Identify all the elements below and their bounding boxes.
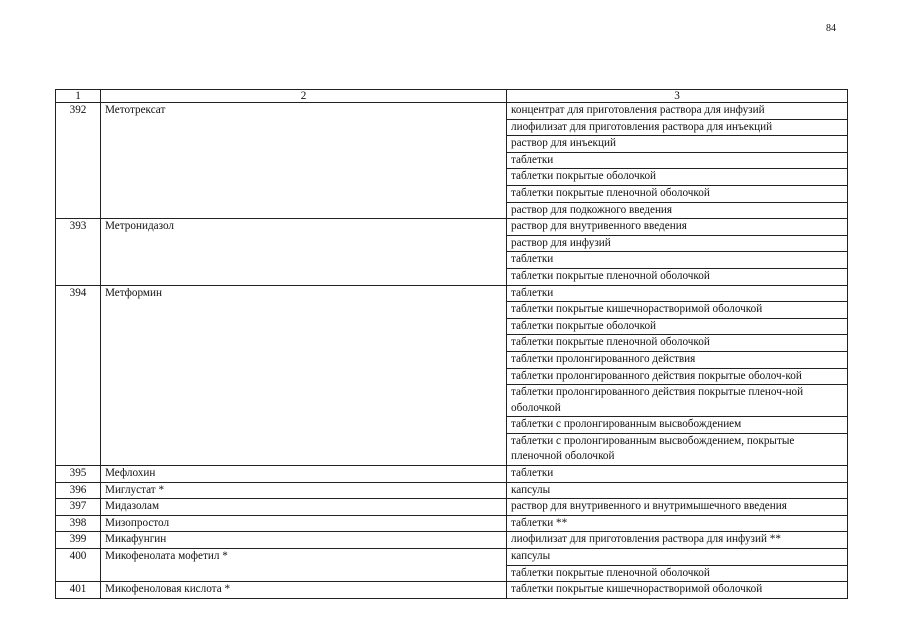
column-header-1: 1 xyxy=(56,90,101,103)
page-number: 84 xyxy=(826,23,836,34)
table-row xyxy=(56,103,848,120)
row-number: 393 xyxy=(56,219,101,285)
table-header xyxy=(56,90,848,103)
drug-name: Микафунгин xyxy=(101,532,507,549)
drug-forms-table xyxy=(55,89,848,599)
column-header-3: 3 xyxy=(507,90,848,103)
row-number: 400 xyxy=(56,549,101,582)
drug-name: Микофеноловая кислота * xyxy=(101,582,507,599)
dosage-form: таблетки ** xyxy=(507,515,848,532)
dosage-form: таблетки xyxy=(507,152,848,169)
dosage-form: таблетки с пролонгированным высвобождением xyxy=(507,417,848,434)
drug-name: Мизопростол xyxy=(101,515,507,532)
dosage-form: таблетки покрытые кишечнорастворимой оболочкой xyxy=(507,582,848,599)
dosage-form: таблетки покрытые пленочной оболочкой xyxy=(507,185,848,202)
dosage-form: таблетки xyxy=(507,285,848,302)
header-row xyxy=(56,90,848,103)
dosage-form: раствор для инъекций xyxy=(507,136,848,153)
table-row xyxy=(56,219,848,236)
dosage-form: капсулы xyxy=(507,482,848,499)
drug-name: Миглустат * xyxy=(101,482,507,499)
dosage-form: капсулы xyxy=(507,549,848,566)
dosage-form: таблетки покрытые пленочной оболочкой xyxy=(507,335,848,352)
dosage-form: таблетки покрытые кишечнорастворимой оболочкой xyxy=(507,302,848,319)
dosage-form: таблетки покрытые оболочкой xyxy=(507,318,848,335)
drug-name: Метформин xyxy=(101,285,507,466)
dosage-form: таблетки пролонгированного действия покрытые оболоч-кой xyxy=(507,368,848,385)
dosage-form: лиофилизат для приготовления раствора для инъекций xyxy=(507,119,848,136)
drug-name: Метронидазол xyxy=(101,219,507,285)
dosage-form: лиофилизат для приготовления раствора для инфузий ** xyxy=(507,532,848,549)
row-number: 401 xyxy=(56,582,101,599)
dosage-form: таблетки пролонгированного действия покрытые пленоч-ной оболочкой xyxy=(507,385,848,417)
row-number: 395 xyxy=(56,466,101,483)
drug-name: Мефлохин xyxy=(101,466,507,483)
dosage-form: таблетки xyxy=(507,252,848,269)
drug-name: Микофенолата мофетил * xyxy=(101,549,507,582)
dosage-form: таблетки покрытые пленочной оболочкой xyxy=(507,565,848,582)
dosage-form: таблетки покрытые пленочной оболочкой xyxy=(507,268,848,285)
table-row xyxy=(56,482,848,499)
table-row xyxy=(56,285,848,302)
dosage-form: раствор для внутривенного введения xyxy=(507,219,848,236)
dosage-form: раствор для внутривенного и внутримышечного введения xyxy=(507,499,848,516)
table-row xyxy=(56,532,848,549)
dosage-form: таблетки покрытые оболочкой xyxy=(507,169,848,186)
dosage-form: таблетки xyxy=(507,466,848,483)
drug-name: Метотрексат xyxy=(101,103,507,219)
row-number: 394 xyxy=(56,285,101,466)
row-number: 392 xyxy=(56,103,101,219)
row-number: 398 xyxy=(56,515,101,532)
table-row xyxy=(56,515,848,532)
table-body xyxy=(56,103,848,599)
row-number: 397 xyxy=(56,499,101,516)
dosage-form: концентрат для приготовления раствора для инфузий xyxy=(507,103,848,120)
dosage-form: раствор для подкожного введения xyxy=(507,202,848,219)
dosage-form: таблетки пролонгированного действия xyxy=(507,351,848,368)
dosage-form: раствор для инфузий xyxy=(507,235,848,252)
row-number: 399 xyxy=(56,532,101,549)
table-row xyxy=(56,466,848,483)
table-row xyxy=(56,499,848,516)
table-row xyxy=(56,582,848,599)
dosage-form: таблетки с пролонгированным высвобождением, покрытые пленочной оболочкой xyxy=(507,433,848,465)
table-row xyxy=(56,549,848,566)
drug-name: Мидазолам xyxy=(101,499,507,516)
column-header-2: 2 xyxy=(101,90,507,103)
row-number: 396 xyxy=(56,482,101,499)
